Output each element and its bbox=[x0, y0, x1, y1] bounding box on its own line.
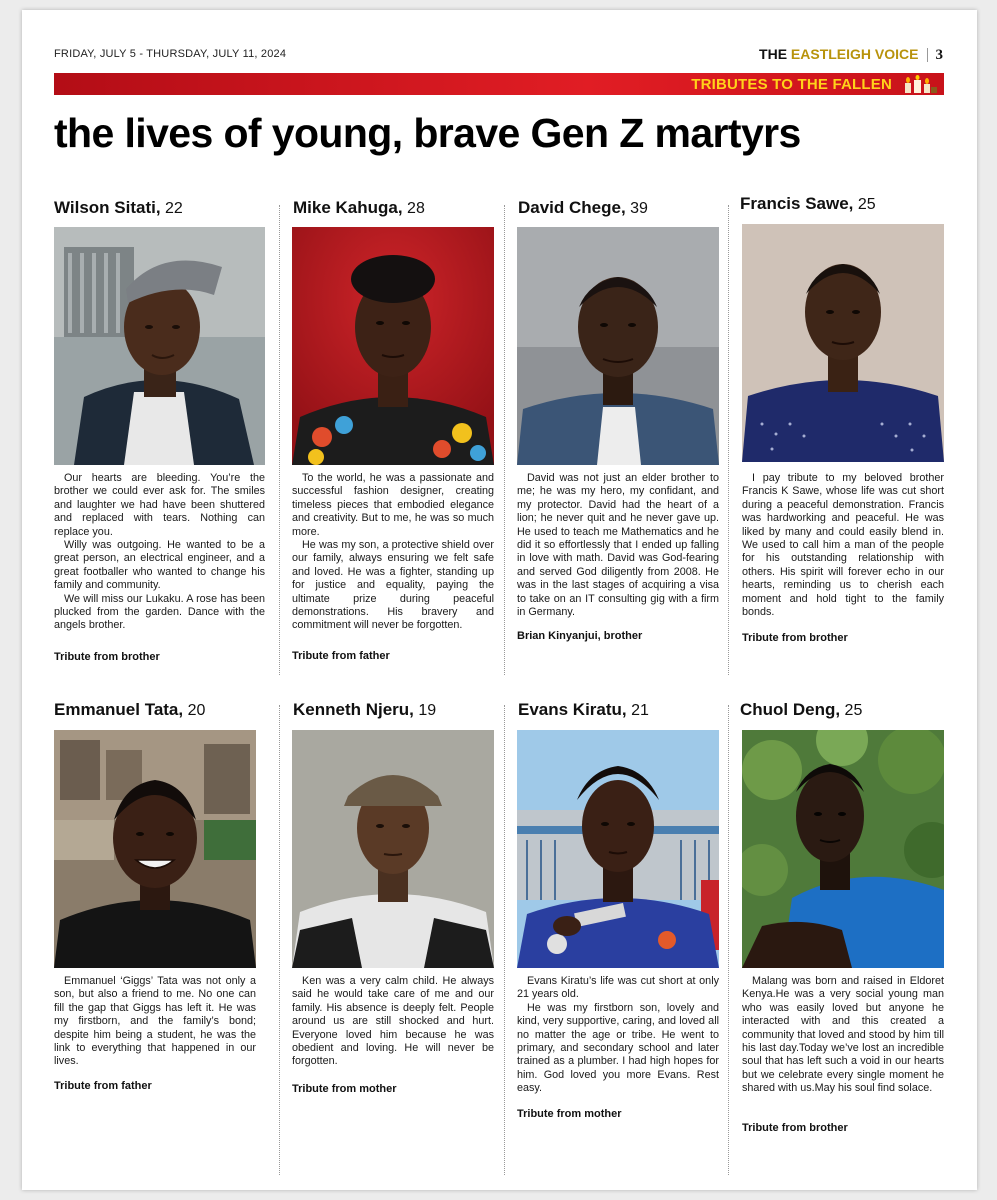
tribute-credit: Tribute from brother bbox=[742, 1122, 848, 1134]
portrait-photo bbox=[742, 730, 944, 968]
tribute-text: To the world, he was a passionate and successful fashion designer, creating timeless pieces that embodied elegance and creativity. But to me, he was so much more. He was my son, a protective shield over our family, always ensuring we felt safe and loved. He was a fighter, standing up for justice and equality, paying the ultimate prize during peaceful demonstrations. His bravery and commitment will never be forgotten. bbox=[292, 472, 494, 632]
portrait-photo bbox=[54, 730, 256, 968]
masthead bbox=[759, 46, 943, 64]
tribute-credit: Tribute from brother bbox=[742, 632, 848, 644]
portrait-photo bbox=[292, 227, 494, 465]
tribute-text: Emmanuel ‘Giggs’ Tata was not only a son, but also a friend to me. No one can fill the gap that Giggs has left it. He was my firstborn, and the family’s bond; despite him being a student, he was the link to everything that happened in our lives. bbox=[54, 975, 256, 1068]
column-divider bbox=[728, 205, 729, 675]
tribute-credit: Brian Kinyanjui, brother bbox=[517, 630, 643, 642]
paper-name: EASTLEIGH VOICE bbox=[790, 46, 919, 62]
column-divider bbox=[504, 205, 505, 675]
tribute-name: Chuol Deng, 25 bbox=[740, 700, 863, 719]
portrait-photo bbox=[517, 730, 719, 968]
tribute-name: Francis Sawe, 25 bbox=[740, 194, 876, 213]
tribute-name: Mike Kahuga, 28 bbox=[293, 198, 425, 217]
tribute-name: Emmanuel Tata, 20 bbox=[54, 700, 206, 719]
section-label: TRIBUTES TO THE FALLEN bbox=[691, 76, 892, 93]
portrait-photo bbox=[292, 730, 494, 968]
tribute-credit: Tribute from brother bbox=[54, 651, 160, 663]
portrait-photo bbox=[517, 227, 719, 465]
tribute-name: Kenneth Njeru, 19 bbox=[293, 700, 437, 719]
tribute-text: Malang was born and raised in Eldoret Kenya.He was a very social young man who was easily loved but anyone he interacted with and this created a community that loved and stood by him till his last day.Today we’ve lost an incredible soul that has left such a void in our hearts but we celebrate every single moment he shared with us.May his soul find solace. bbox=[742, 975, 944, 1095]
candles-icon bbox=[902, 75, 938, 93]
portrait-photo bbox=[54, 227, 265, 465]
tribute-credit: Tribute from mother bbox=[292, 1083, 397, 1095]
tribute-credit: Tribute from father bbox=[292, 650, 390, 662]
section-banner bbox=[54, 73, 944, 95]
newspaper-page bbox=[22, 10, 977, 1190]
page-headline: the lives of young, brave Gen Z martyrs bbox=[54, 110, 801, 156]
tribute-text: Ken was a very calm child. He always said he would take care of me and our family. His absence is deeply felt. People around us are still shocked and hurt. Everyone loved him because he was obedient and loving. He will never be forgotten. bbox=[292, 975, 494, 1068]
tribute-credit: Tribute from father bbox=[54, 1080, 152, 1092]
masthead-divider bbox=[927, 48, 928, 62]
page-number: 3 bbox=[935, 47, 943, 63]
tribute-text: David was not just an elder brother to me; he was my hero, my confidant, and my protector. David had the heart of a lion; he never quit and he never gave up. He used to teach me Mathematics and he did it so effortlessly that I ended up falling in love with math. David was God-fearing and served God diligently from 2008. He was in the last stages of acquiring a visa to take on an IT consulting gig with a firm in Germany. bbox=[517, 472, 719, 619]
portrait-photo bbox=[742, 224, 944, 462]
tribute-text: I pay tribute to my beloved brother Francis K Sawe, whose life was cut short during a peaceful demonstration. Francis was hardworking and peaceful. He was liked by many and could easily blend in. We used to call him a man of the people for his outstanding relationship with others. His spirit will forever echo in our hearts, reminding us to cherish each moment and hold tight to the family bonds. bbox=[742, 472, 944, 619]
column-divider bbox=[728, 705, 729, 1175]
tribute-name: David Chege, 39 bbox=[518, 198, 648, 217]
dateline: FRIDAY, JULY 5 - THURSDAY, JULY 11, 2024 bbox=[54, 48, 287, 60]
paper-name-prefix: THE bbox=[759, 46, 791, 62]
column-divider bbox=[279, 705, 280, 1175]
column-divider bbox=[504, 705, 505, 1175]
tribute-name: Evans Kiratu, 21 bbox=[518, 700, 649, 719]
tribute-text: Evans Kiratu’s life was cut short at only 21 years old. He was my firstborn son, lovely and kind, very supportive, caring, and loved all no matter the age or tribe. He went to primary, and secondary school and later trained as a plumber. I had high hopes for him. God loved you more Evans. Rest easy. bbox=[517, 975, 719, 1095]
column-divider bbox=[279, 205, 280, 675]
tribute-text: Our hearts are bleeding. You’re the brother we could ever ask for. The smiles and laughter we had have been shuttered and replaced with tears. Nothing can replace you. Willy was outgoing. He wanted to be a great person, an electrical engineer, and a great footballer who wanted to change his family and community. We will miss our Lukaku. A rose has been plucked from the garden. Dance with the angels brother. bbox=[54, 472, 265, 632]
tribute-name: Wilson Sitati, 22 bbox=[54, 198, 183, 217]
tribute-credit: Tribute from mother bbox=[517, 1108, 622, 1120]
